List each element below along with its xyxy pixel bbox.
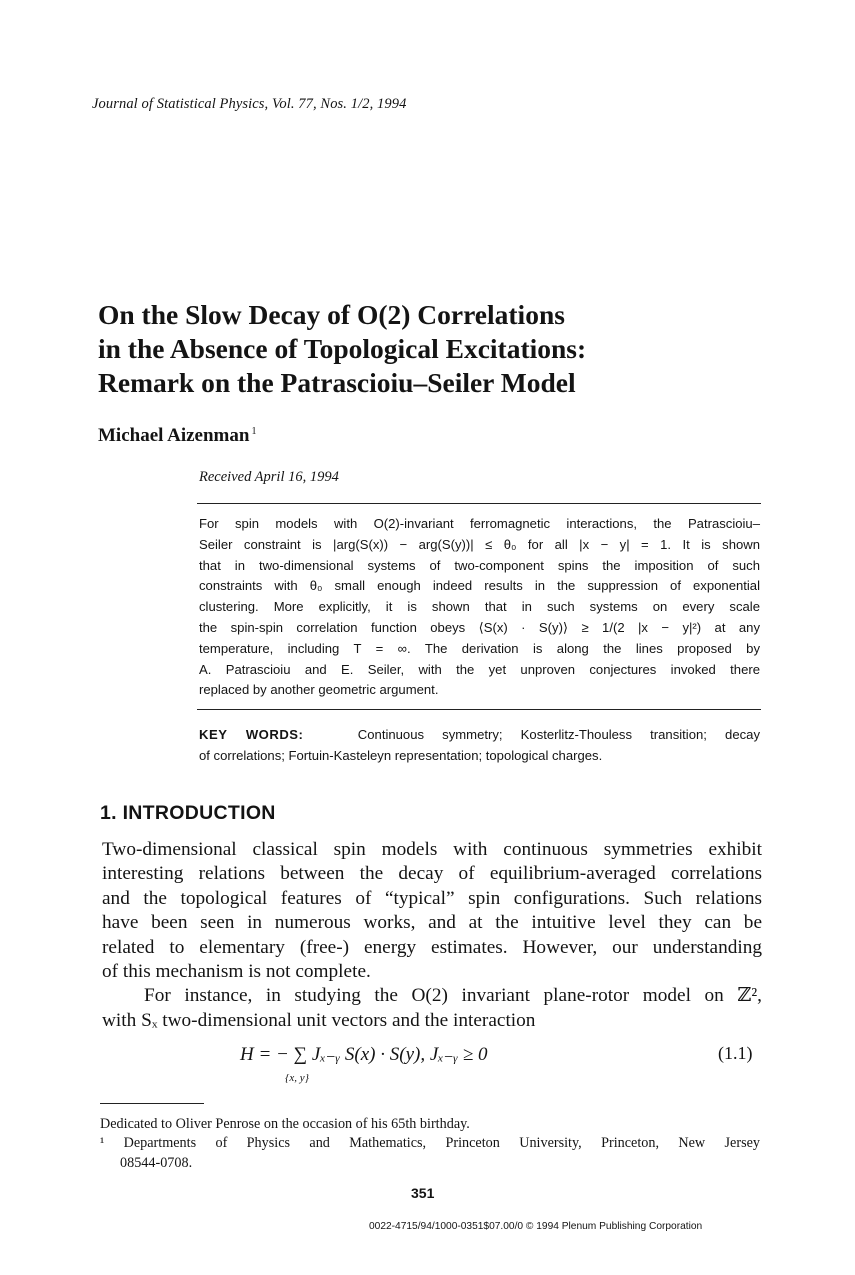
title-line-3: Remark on the Patrascioiu–Seiler Model	[98, 367, 576, 398]
journal-citation: Journal of Statistical Physics, Vol. 77, Nos. 1/2, 1994	[92, 96, 407, 112]
intro-line: Two-dimensional classical spin models with continuous symmetries exhibit	[102, 839, 762, 860]
abstract	[199, 514, 760, 701]
footnote-line: 08544-0708.	[120, 1155, 193, 1171]
page-number: 351	[411, 1185, 435, 1201]
equation-sum-subscript: {x, y}	[285, 1072, 310, 1084]
author-name: Michael Aizenman	[98, 425, 250, 446]
abstract-line: For spin models with O(2)-invariant ferromagnetic interactions, the Patrascioiu–	[199, 516, 760, 531]
footnote-dedication	[100, 1114, 760, 1134]
footnote-affiliation	[100, 1133, 760, 1173]
key-words-line-1: Continuous symmetry; Kosterlitz-Thouless transition; decay	[357, 727, 760, 742]
intro-line: with Sₓ two-dimensional unit vectors and the interaction	[102, 1009, 536, 1031]
intro-line: related to elementary (free-) energy estimates. However, our understanding	[102, 936, 762, 958]
footnote-line: ¹ Departments of Physics and Mathematics, Princeton University, Princeton, New Jersey	[100, 1135, 760, 1151]
key-words	[199, 724, 760, 766]
abstract-line: clustering. More explicitly, it is shown that in such systems on every scale	[199, 599, 760, 615]
footnote-rule	[100, 1103, 204, 1104]
key-words-label: KEY WORDS:	[199, 727, 304, 742]
abstract-line: temperature, including T = ∞. The derivation is along the lines proposed by	[199, 640, 760, 656]
abstract-line: A. Patrascioiu and E. Seiler, with the yet unproven conjectures invoked there	[199, 661, 760, 677]
abstract-line: Seiler constraint is |arg(S(x)) − arg(S(y))| ≤ θ₀ for all |x − y| = 1. It is shown	[199, 536, 760, 552]
copyright-line: 0022-4715/94/1000-0351$07.00/0 © 1994 Plenum Publishing Corporation	[369, 1221, 703, 1232]
footnote-line: Dedicated to Oliver Penrose on the occasion of his 65th birthday.	[100, 1116, 470, 1132]
abstract-line: constraints with θ₀ small enough indeed results in the suppression of exponential	[199, 578, 760, 594]
intro-line: have been seen in numerous works, and at the intuitive level they can be	[102, 912, 762, 934]
abstract-top-rule	[197, 503, 761, 504]
intro-line: For instance, in studying the O(2) invariant plane-rotor model on ℤ²,	[144, 985, 762, 1007]
key-words-line-2: of correlations; Fortuin-Kasteleyn representation; topological charges.	[199, 748, 603, 763]
section-heading: 1. INTRODUCTION	[100, 802, 276, 824]
author	[98, 425, 256, 447]
paper-title	[98, 298, 586, 400]
abstract-line: the spin-spin correlation function obeys ⟨S(x) · S(y)⟩ ≥ 1/(2 |x − y|²) at any	[199, 619, 760, 635]
received-date: Received April 16, 1994	[199, 469, 339, 485]
abstract-bottom-rule	[197, 709, 761, 710]
intro-line: interesting relations between the decay of equilibrium-averaged correlations	[102, 863, 762, 885]
title-line-2: in the Absence of Topological Excitations:	[98, 333, 587, 364]
title-line-1: On the Slow Decay of O(2) Correlations	[98, 299, 565, 330]
intro-paragraphs	[102, 838, 762, 1033]
author-footnote-mark: 1	[251, 425, 257, 437]
equation-1-1: H = − ∑ Jₓ₋ᵧ S(x) · S(y), Jₓ₋ᵧ ≥ 0	[240, 1044, 488, 1065]
intro-line: of this mechanism is not complete.	[102, 961, 371, 983]
abstract-line: that in two-dimensional systems of two-component spins the imposition of such	[199, 557, 760, 573]
intro-line: and the topological features of “typical” spin configurations. Such relations	[102, 887, 762, 909]
abstract-line: replaced by another geometric argument.	[199, 682, 439, 698]
equation-number: (1.1)	[718, 1043, 753, 1063]
